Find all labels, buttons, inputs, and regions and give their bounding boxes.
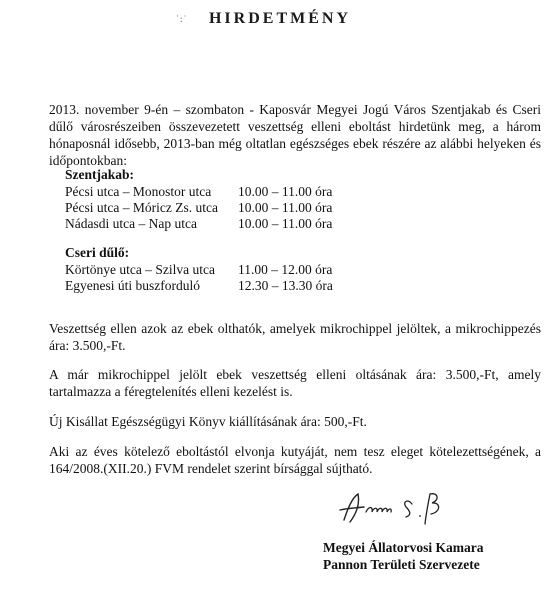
schedule-row (65, 261, 485, 277)
intro-paragraph: 2013. november 9-én – szombaton - Kaposvár Megyei Jogú Város Szentjakab és Cseri dűlő városrészeiben összevezetett veszettség elleni eboltást hirdetünk meg, a három hónaposnál idősebb, 2013-ban még oltatlan egészséges ebek részére az alábbi helyeken és időpontokban: (49, 102, 541, 168)
schedule-row (65, 199, 485, 215)
location-group-cseri-dulo (65, 244, 485, 293)
schedule-time: 12.30 – 13.30 óra (238, 278, 333, 293)
schedule-time: 10.00 – 11.00 óra (238, 184, 333, 199)
schedule-time: 11.00 – 12.00 óra (238, 262, 333, 277)
schedule-place: Pécsi utca – Móricz Zs. utca (65, 200, 218, 215)
schedule-row (65, 183, 485, 199)
schedule-row (65, 215, 485, 231)
schedule-row (65, 277, 485, 293)
health-book-price-paragraph: Új Kisállat Egészségügyi Könyv kiállításának ára: 500,-Ft. (49, 414, 367, 429)
handwritten-signature (330, 486, 470, 530)
signature-drawing (330, 486, 470, 530)
page-title: HIRDETMÉNY (208, 10, 351, 27)
schedule-place: Körtönye utca – Szilva utca (65, 262, 215, 277)
penalty-notice-paragraph: Aki az éves kötelező eboltástól elvonja kutyáját, nem tesz eleget kötelezettségének, a 164/2008.(XII.20.) FVM rendelet szerint bírsággal sújtható. (49, 444, 541, 476)
microchip-price-paragraph: Veszettség ellen azok az ebek olthatók, amelyek mikrochippel jelöltek, a mikrochippezés ára: 3.500,-Ft. (49, 321, 541, 353)
scan-speck: ˙:˙ (176, 14, 188, 24)
group-title: Cseri dűlő: (65, 245, 130, 260)
organization-subunit: Pannon Területi Szervezete (323, 557, 480, 572)
schedule-place: Egyenesi úti buszforduló (65, 278, 200, 293)
schedule-place: Pécsi utca – Monostor utca (65, 184, 212, 199)
group-title: Szentjakab: (65, 167, 135, 182)
organization-name: Megyei Állatorvosi Kamara (323, 540, 484, 555)
vaccination-price-paragraph: A már mikrochippel jelölt ebek veszettség elleni oltásának ára: 3.500,-Ft, amely tartalmazza a féregtelenítés elleni kezelést is. (49, 367, 541, 399)
location-group-szentjakab (65, 166, 485, 231)
schedule-place: Nádasdi utca – Nap utca (65, 216, 197, 231)
schedule-time: 10.00 – 11.00 óra (238, 200, 333, 215)
schedule-time: 10.00 – 11.00 óra (238, 216, 333, 231)
